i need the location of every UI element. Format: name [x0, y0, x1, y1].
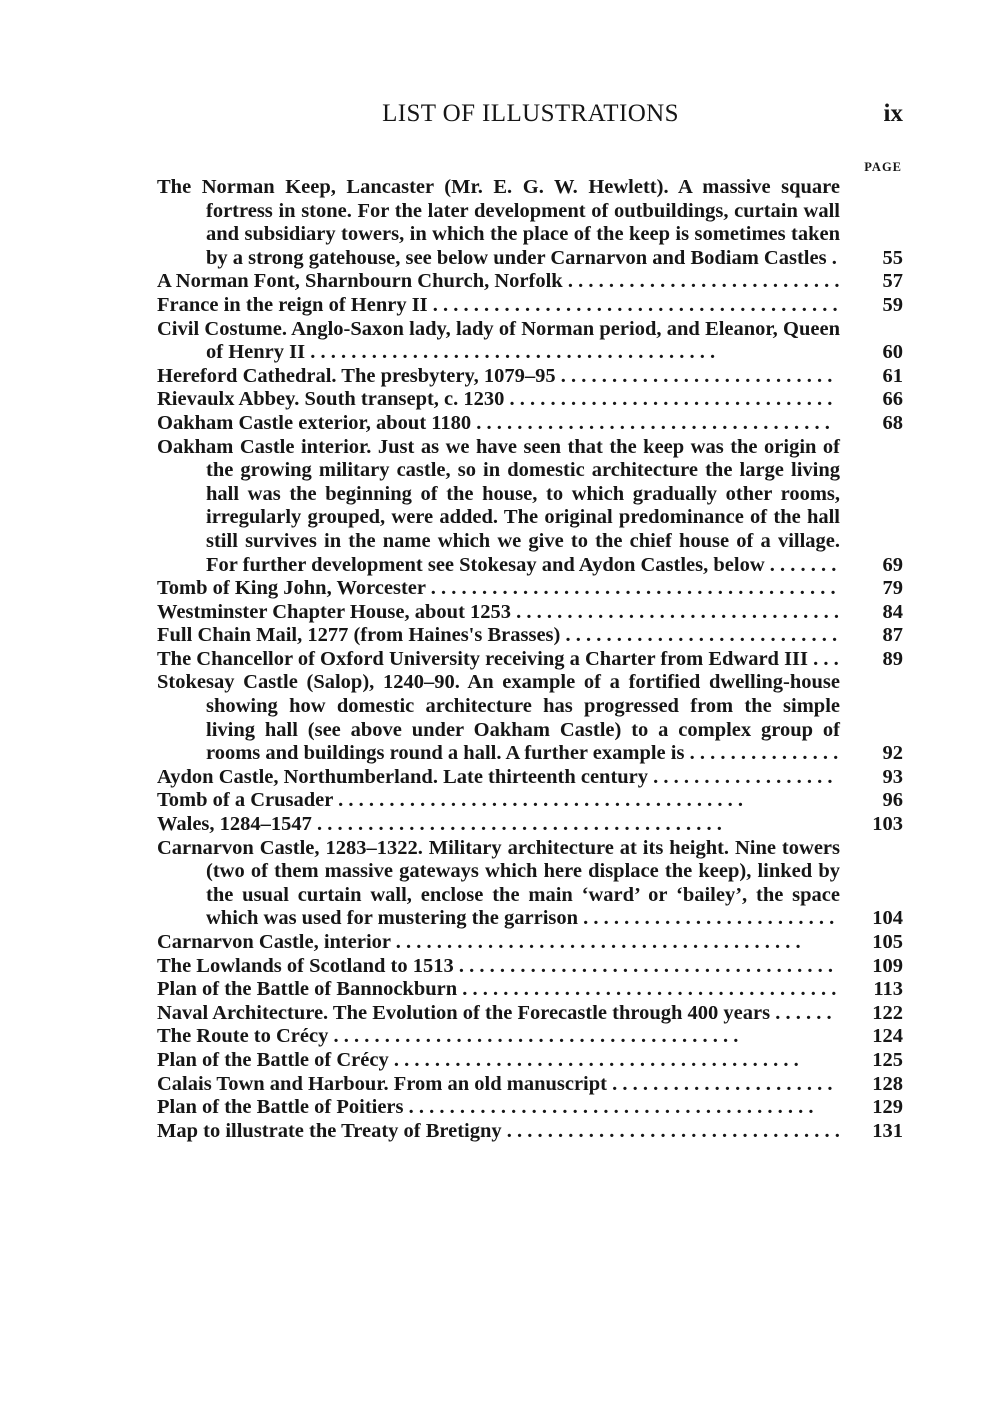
leader-dots: . . . . . . . . . . . . . . . . . . . . . . . . . . . . . . . . . . . . .	[457, 978, 837, 1001]
page-title: LIST OF ILLUSTRATIONS	[382, 100, 679, 127]
leader-dots: . . . . . . . . . . . . . . . . . . . . . . . . . . . . . . . . . . . . . . . .	[390, 931, 801, 953]
entry-page: 128	[872, 1072, 903, 1095]
entry-page: 60	[882, 341, 903, 364]
entry-page: 92	[882, 742, 903, 765]
entry-title: France in the reign of Henry II . . . . . . . . . . . . . . . . . . . . . . . . . . . . . . . . . . . . . . . .	[157, 293, 838, 316]
leader-dots: . . . . . . . . . . . . . . . . . . . . . . . . . . .	[555, 364, 833, 387]
list-item	[157, 318, 903, 365]
entry-page: 105	[872, 931, 903, 953]
entry-title: Civil Costume. Anglo-Saxon lady, lady of Norman period, and Eleanor, Queen of Henry II . . . . . . . . . . . . . . . . . . . . . . . . . . . . . . . . . . . . . . . .	[157, 317, 840, 364]
leader-dots: .	[826, 246, 837, 269]
entry-page: 59	[882, 293, 903, 316]
entry-title: Carnarvon Castle, 1283–1322. Military architecture at its height. Nine towers (two of them massive gateways which here displace the keep), linked by the usual curtain wall, enclose the main ‘ward’ or ‘bailey’, the space which was used for mustering the garrison . . . . . . . . . . . . . . . . . . . . . . . . .	[157, 836, 840, 930]
list-item	[157, 978, 903, 1002]
entry-page: 109	[872, 954, 903, 977]
entry-page: 125	[872, 1048, 903, 1071]
entry-page: 84	[882, 600, 903, 623]
entry-title: Westminster Chapter House, about 1253 . . . . . . . . . . . . . . . . . . . . . . . . . . . . . . . .	[157, 600, 840, 623]
list-item	[157, 601, 903, 625]
entry-page: 57	[882, 270, 903, 293]
leader-dots: . . . . . . . . . . . . . . . . . . . . . . . . . . .	[562, 270, 840, 293]
leader-dots: . . . . . . . . . . . . . . . . . . . . . .	[606, 1072, 833, 1095]
list-item	[157, 648, 903, 672]
entry-page: 124	[872, 1025, 903, 1048]
list-item	[157, 294, 903, 318]
entry-page: 131	[872, 1119, 903, 1142]
leader-dots: . . . . . . . . . . . . . . . . . . . . . . . . . . . . . . . . . . . . . . . .	[332, 789, 743, 812]
entry-title: Stokesay Castle (Salop), 1240–90. An example of a fortified dwelling-house showing how domestic architecture has progressed from the simple living hall (see above under Oakham Castle) to a complex group of rooms and buildings round a hall. A further example is . . . . . . . . . . . . . . .	[157, 671, 840, 765]
leader-dots: . . . . . . . . . . . . . . . . . . . . . . . . . . . . . . . . .	[501, 1119, 840, 1142]
entry-title: The Route to Crécy . . . . . . . . . . . . . . . . . . . . . . . . . . . . . . . . . . . . . . . .	[157, 1025, 739, 1048]
entry-page: 103	[872, 813, 903, 836]
list-item	[157, 955, 903, 979]
entry-title: Aydon Castle, Northumberland. Late thirteenth century . . . . . . . . . . . . . . . . . .	[157, 765, 833, 788]
entry-page: 69	[882, 553, 903, 576]
entry-title: Wales, 1284–1547 . . . . . . . . . . . . . . . . . . . . . . . . . . . . . . . . . . . . . . . .	[157, 813, 722, 836]
illustrations-list	[157, 176, 903, 1143]
list-item	[157, 931, 903, 955]
leader-dots: . . . . . . . . . . . . . . . . . . . . . . . . . . . . . . . .	[511, 600, 840, 623]
list-item	[157, 1096, 903, 1120]
entry-title: Hereford Cathedral. The presbytery, 1079–95 . . . . . . . . . . . . . . . . . . . . . . . . . . .	[157, 364, 833, 387]
entry-title: Tomb of a Crusader . . . . . . . . . . . . . . . . . . . . . . . . . . . . . . . . . . . . . . . .	[157, 789, 743, 812]
list-item	[157, 1025, 903, 1049]
list-item	[157, 1073, 903, 1097]
list-item	[157, 624, 903, 648]
entry-title: Map to illustrate the Treaty of Bretigny . . . . . . . . . . . . . . . . . . . . . . . . . . . . . . . . .	[157, 1119, 840, 1142]
entry-title: Rievaulx Abbey. South transept, c. 1230 . . . . . . . . . . . . . . . . . . . . . . . . . . . . . . . .	[157, 388, 833, 411]
leader-dots: . . . . . . . . . . . . . . . . . . . . . . . . . . . . . . . .	[504, 388, 833, 411]
leader-dots: . . . . . . . . . . . . . . . . . .	[648, 765, 833, 788]
leader-dots: . . . . . . . . . . . . . . . . . . . . . . . . . . . . . . . . . . .	[471, 411, 830, 434]
entry-page: 87	[882, 624, 903, 647]
list-item	[157, 577, 903, 601]
leader-dots: . . . . . . . . . . . . . . . . . . . . . . . . . . . . . . . . . . . . . . . .	[425, 577, 836, 600]
entry-title: The Norman Keep, Lancaster (Mr. E. G. W. Hewlett). A massive square fortress in stone. For the later development of outbuildings, curtain wall and subsidiary towers, in which the place of the keep is sometimes taken by a strong gatehouse, see below under Carnarvon and Bodiam Castles .	[157, 176, 840, 269]
entry-title: Calais Town and Harbour. From an old manuscript . . . . . . . . . . . . . . . . . . . . . .	[157, 1072, 833, 1095]
leader-dots: . . . . . . . . . . . . . . . . . . . . . . . . . . .	[560, 624, 838, 647]
entry-page: 68	[882, 411, 903, 434]
leader-dots: . . .	[808, 647, 839, 670]
list-item	[157, 365, 903, 389]
entry-page: 55	[882, 246, 903, 269]
leader-dots: . . . . . . .	[764, 553, 837, 576]
page-column-label: PAGE	[864, 160, 902, 174]
list-item	[157, 176, 903, 270]
list-item	[157, 388, 903, 412]
entry-page: 104	[872, 907, 903, 930]
entry-title: Full Chain Mail, 1277 (from Haines's Brasses) . . . . . . . . . . . . . . . . . . . . . . . . . . .	[157, 624, 838, 647]
page-number: ix	[883, 100, 903, 127]
entry-title: Tomb of King John, Worcester . . . . . . . . . . . . . . . . . . . . . . . . . . . . . . . . . . . . . . . .	[157, 577, 836, 600]
entry-title: Plan of the Battle of Poitiers . . . . . . . . . . . . . . . . . . . . . . . . . . . . . . . . . . . . . . . .	[157, 1096, 814, 1119]
list-item	[157, 1049, 903, 1073]
leader-dots: . . . . . . . . . . . . . . .	[684, 742, 839, 765]
leader-dots: . . . . . . . . . . . . . . . . . . . . . . . . . . . . . . . . . . . . . . . .	[305, 341, 716, 364]
leader-dots: . . . . . . . . . . . . . . . . . . . . . . . . . . . . . . . . . . . . .	[453, 954, 833, 977]
list-item	[157, 436, 903, 578]
entry-title: Carnarvon Castle, interior . . . . . . . . . . . . . . . . . . . . . . . . . . . . . . . . . . . . . . . .	[157, 931, 801, 953]
entry-page: 93	[882, 765, 903, 788]
leader-dots: . . . . . . . . . . . . . . . . . . . . . . . . . . . . . . . . . . . . . . . .	[311, 813, 722, 836]
leader-dots: . . . . . . . . . . . . . . . . . . . . . . . . .	[578, 907, 835, 930]
entry-title: Oakham Castle interior. Just as we have seen that the keep was the origin of the growing military castle, so in domestic architecture the large living hall was the beginning of the house, to which gradually other rooms, irregularly grouped, were added. The original predominance of the hall still survives in the name which we give to the chief house of a village. For further development see Stokesay and Aydon Castles, below . . . . . . .	[157, 435, 840, 576]
leader-dots: . . . . . . . . . . . . . . . . . . . . . . . . . . . . . . . . . . . . . . . .	[403, 1096, 814, 1119]
entry-title: Plan of the Battle of Crécy . . . . . . . . . . . . . . . . . . . . . . . . . . . . . . . . . . . . . . . .	[157, 1048, 799, 1071]
leader-dots: . . . . . . . . . . . . . . . . . . . . . . . . . . . . . . . . . . . . . . . .	[427, 293, 838, 316]
entry-page: 61	[882, 364, 903, 387]
running-header	[158, 100, 903, 134]
list-item	[157, 270, 903, 294]
list-item	[157, 671, 903, 765]
entry-page: 129	[872, 1096, 903, 1119]
leader-dots: . . . . . . . . . . . . . . . . . . . . . . . . . . . . . . . . . . . . . . . .	[328, 1025, 739, 1048]
list-item	[157, 412, 903, 436]
entry-title: The Lowlands of Scotland to 1513 . . . . . . . . . . . . . . . . . . . . . . . . . . . . . . . . . . . . .	[157, 954, 833, 977]
list-item	[157, 1120, 903, 1144]
leader-dots: . . . . . . . . . . . . . . . . . . . . . . . . . . . . . . . . . . . . . . . .	[388, 1048, 799, 1071]
entry-title: Naval Architecture. The Evolution of the Forecastle through 400 years . . . . . .	[157, 1001, 832, 1024]
list-item	[157, 813, 903, 837]
list-item	[157, 837, 903, 931]
entry-title: Plan of the Battle of Bannockburn . . . . . . . . . . . . . . . . . . . . . . . . . . . . . . . . . . . . .	[157, 978, 837, 1001]
list-item	[157, 789, 903, 813]
entry-page: 89	[882, 647, 903, 670]
entry-page: 113	[873, 978, 903, 1001]
list-item	[157, 766, 903, 790]
entry-title: The Chancellor of Oxford University receiving a Charter from Edward III . . .	[157, 647, 839, 670]
entry-page: 122	[872, 1001, 903, 1024]
entry-title: A Norman Font, Sharnbourn Church, Norfolk . . . . . . . . . . . . . . . . . . . . . . . . . . .	[157, 270, 840, 293]
entry-page: 79	[882, 577, 903, 600]
entry-page: 66	[882, 388, 903, 411]
entry-title: Oakham Castle exterior, about 1180 . . . . . . . . . . . . . . . . . . . . . . . . . . . . . . . . . . .	[157, 411, 830, 434]
entry-page: 96	[882, 789, 903, 812]
leader-dots: . . . . . .	[770, 1001, 832, 1024]
list-item	[157, 1002, 903, 1026]
